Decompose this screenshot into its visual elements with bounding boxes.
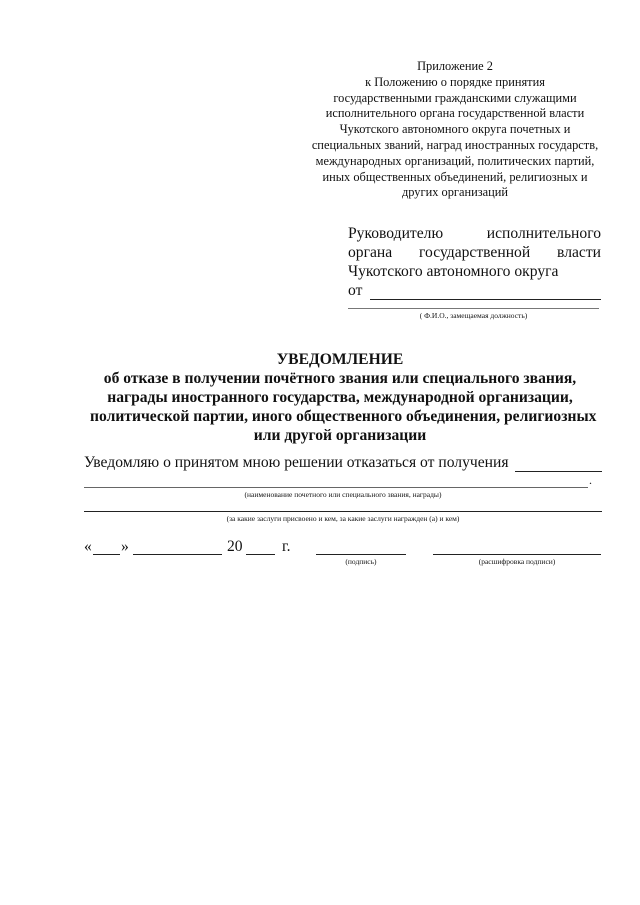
- title-line: об отказе в получении почётного звания или специального звания,: [103, 370, 577, 387]
- title-line: награды иностранного государства, международной организации,: [107, 389, 573, 406]
- appendix-line: международных организаций, политических партий,: [315, 153, 595, 168]
- day-field[interactable]: [93, 554, 120, 555]
- month-field[interactable]: [133, 554, 222, 555]
- addressee-word: государственной: [419, 244, 531, 261]
- line-end-dot: .: [589, 473, 592, 487]
- addressee-line-2: [348, 243, 601, 262]
- addressee-word: исполнительного: [486, 225, 601, 242]
- title-line: или другой организации: [253, 427, 427, 444]
- appendix-line: Приложение 2: [417, 59, 493, 73]
- addressee-line-3: Чукотского автономного округа: [348, 263, 559, 280]
- addressee-word: Руководителю: [348, 225, 444, 242]
- addressee-word: органа: [348, 244, 393, 261]
- fio-caption: ( Ф.И.О., замещаемая должность): [419, 311, 528, 320]
- appendix-line: к Положению о порядке принятия: [365, 74, 545, 89]
- appendix-line: исполнительного органа государственной власти: [325, 106, 585, 121]
- appendix-line: Чукотского автономного округа почетных и: [339, 122, 571, 137]
- signature-decode-field[interactable]: [433, 554, 601, 555]
- position-field-line[interactable]: [348, 308, 599, 309]
- signature-caption: (подпись): [345, 557, 377, 566]
- addressee-word: власти: [557, 244, 601, 261]
- appendix-line: государственными гражданскими служащими: [333, 90, 577, 105]
- title-heading: УВЕДОМЛЕНИЕ: [276, 351, 404, 368]
- title-line: политической партии, иного общественного объединения, религиозных: [90, 408, 597, 425]
- appendix-header: [290, 59, 620, 201]
- addressee-line-1: [348, 224, 601, 243]
- year-suffix: г.: [282, 538, 291, 555]
- award-field-line[interactable]: [84, 487, 588, 488]
- from-row: [348, 281, 601, 300]
- award-caption: (наименование почетного или специального звания, награды): [244, 490, 442, 499]
- award-field-start[interactable]: [515, 457, 603, 472]
- appendix-line: иных общественных объединений, религиозных и: [322, 169, 588, 184]
- merit-caption: (за какие заслуги присвоено и кем, за какие заслуги награжден (а) и кем): [226, 514, 460, 523]
- year-field[interactable]: [246, 554, 275, 555]
- document-title: [90, 350, 597, 445]
- quote-open: «: [84, 538, 92, 555]
- notice-row: [84, 454, 602, 472]
- appendix-line: специальных званий, наград иностранных государств,: [311, 137, 599, 152]
- addressee-block: [348, 224, 601, 300]
- merit-field-line[interactable]: [84, 511, 602, 512]
- quote-close: »: [121, 538, 129, 555]
- signature-field[interactable]: [316, 554, 406, 555]
- from-name-field[interactable]: [370, 285, 601, 300]
- notice-text: Уведомляю о принятом мною решении отказаться от получения: [84, 454, 509, 471]
- decode-caption: (расшифровка подписи): [478, 557, 556, 566]
- from-label: от: [348, 282, 363, 299]
- appendix-line: других организаций: [401, 185, 509, 200]
- year-prefix: 20: [227, 538, 243, 555]
